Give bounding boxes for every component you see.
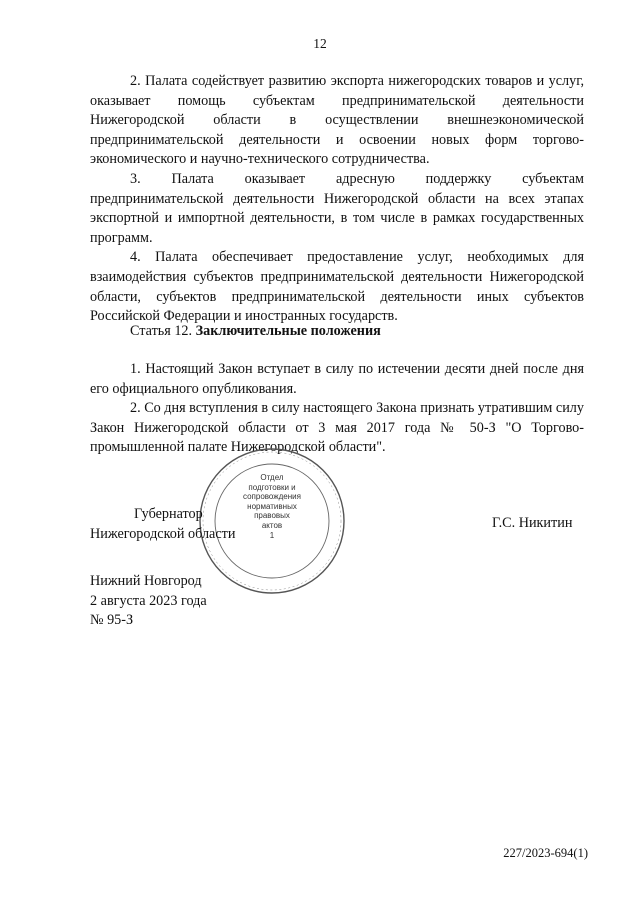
- signing-date: 2 августа 2023 года: [90, 592, 207, 609]
- paragraph: 1. Настоящий Закон вступает в силу по истечении десяти дней после дня его официального опубликования.: [90, 361, 584, 397]
- paragraph: 3. Палата оказывает адресную поддержку субъектам предпринимательской деятельности Нижегородской области на всех этапах экспортной и импортной деятельности, в том числе в рамках государственных программ.: [90, 170, 584, 246]
- article-12-body: [90, 360, 584, 458]
- page-number: 12: [313, 36, 327, 51]
- article-title: Заключительные положения: [195, 323, 381, 339]
- signatory-name: Г.С. Никитин: [492, 515, 573, 531]
- stamp-inner-text: Отдел подготовки и сопровождения нормативных правовых актов 1: [243, 473, 301, 540]
- article-11-continuation: [90, 72, 584, 327]
- paragraph: 2. Палата содействует развитию экспорта нижегородских товаров и услуг, оказывает помощь субъектам предпринимательской деятельности Нижегородской области в осуществлении внешнеэкономической предпринимательской деятельности и освоении новых форм торгово-экономического и научно-технического сотрудничества.: [90, 73, 584, 168]
- article-label: Статья 12.: [130, 323, 193, 339]
- signature-title: Губернатор Нижегородской области: [90, 506, 236, 542]
- paragraph: 2. Со дня вступления в силу настоящего Закона признать утратившим силу Закон Нижегородской области от 3 мая 2017 года № 50-З "О Торгово-промышленной палате Нижегородской области".: [90, 400, 584, 456]
- law-number: № 95-З: [90, 612, 134, 629]
- paragraph: 4. Палата обеспечивает предоставление услуг, необходимых для взаимодействия субъектов предпринимательской деятельности Нижегородской области, субъектов предпринимательской деятельности иных субъектов Российской Федерации и иностранных государств.: [90, 249, 584, 325]
- signing-details: [90, 572, 207, 631]
- article-heading: [130, 322, 381, 342]
- document-code: 227/2023-694(1): [503, 846, 588, 860]
- signing-place: Нижний Новгород: [90, 573, 202, 589]
